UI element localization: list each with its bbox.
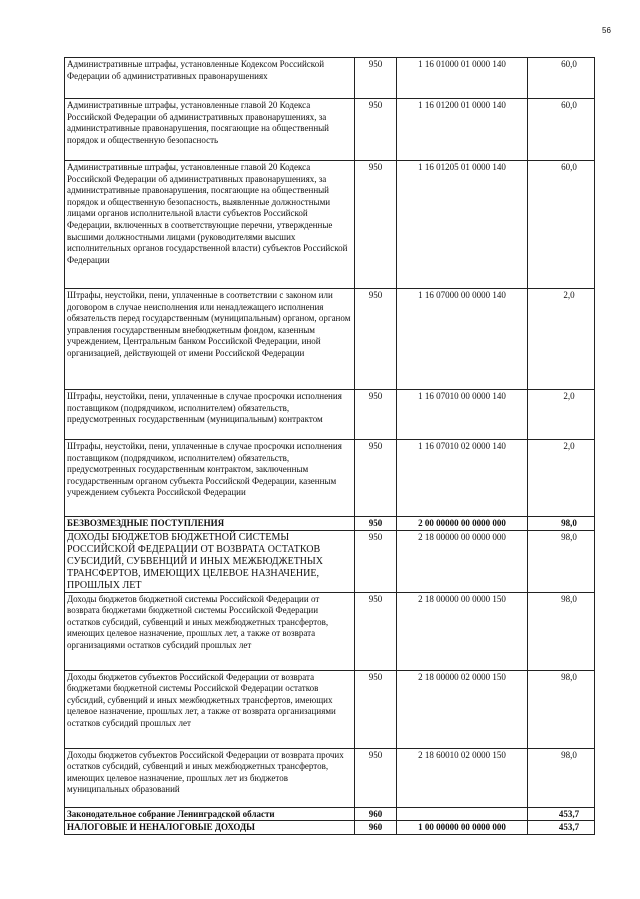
row-sum: 60,0	[528, 99, 595, 161]
row-sum: 98,0	[528, 530, 595, 592]
row-budget-code: 1 00 00000 00 0000 000	[397, 821, 528, 835]
row-name: ДОХОДЫ БЮДЖЕТОВ БЮДЖЕТНОЙ СИСТЕМЫ РОССИЙСКОЙ ФЕДЕРАЦИИ ОТ ВОЗВРАТА ОСТАТКОВ СУБСИДИЙ, СУБВЕНЦИЙ И ИНЫХ МЕЖБЮДЖЕТНЫХ ТРАНСФЕРТОВ, ИМЕЮЩИХ ЦЕЛЕВОЕ НАЗНАЧЕНИЕ, ПРОШЛЫХ ЛЕТ	[65, 530, 355, 592]
row-admin-code: 950	[355, 289, 397, 390]
row-name: Штрафы, неустойки, пени, уплаченные в соответствии с законом или договором в случае неисполнения или ненадлежащего исполнения обязательств перед государственным (муниципальным) органом, органом управления государственным внебюджетным фондом, казенным учреждением, Центральным банком Российской Федерации, иной организацией, действующей от имени Российской Федерации	[65, 289, 355, 390]
row-admin-code: 950	[355, 161, 397, 289]
row-sum: 98,0	[528, 592, 595, 670]
row-sum: 453,7	[528, 807, 595, 821]
table-row	[65, 670, 595, 748]
row-sum: 2,0	[528, 440, 595, 517]
row-admin-code: 950	[355, 592, 397, 670]
row-budget-code: 1 16 07000 00 0000 140	[397, 289, 528, 390]
row-admin-code: 950	[355, 748, 397, 807]
table-row	[65, 807, 595, 821]
row-admin-code: 950	[355, 58, 397, 99]
row-sum: 60,0	[528, 58, 595, 99]
row-sum: 98,0	[528, 748, 595, 807]
row-name: БЕЗВОЗМЕЗДНЫЕ ПОСТУПЛЕНИЯ	[65, 517, 355, 531]
row-admin-code: 950	[355, 517, 397, 531]
row-name: Доходы бюджетов бюджетной системы Российской Федерации от возврата бюджетами бюджетной системы Российской Федерации остатков субсидий, субвенций и иных межбюджетных трансфертов, имеющих целевое назначение, прошлых лет, а также от возврата организациями остатков субсидий прошлых лет	[65, 592, 355, 670]
row-sum: 2,0	[528, 289, 595, 390]
row-budget-code: 1 16 01200 01 0000 140	[397, 99, 528, 161]
row-budget-code: 2 00 00000 00 0000 000	[397, 517, 528, 531]
row-admin-code: 950	[355, 670, 397, 748]
row-budget-code: 2 18 00000 00 0000 000	[397, 530, 528, 592]
row-name: Административные штрафы, установленные главой 20 Кодекса Российской Федерации об административных правонарушениях, за административные правонарушения, посягающие на общественный порядок и общественную безопасность	[65, 99, 355, 161]
table-row	[65, 821, 595, 835]
table-row	[65, 289, 595, 390]
row-budget-code: 1 16 07010 02 0000 140	[397, 440, 528, 517]
row-name: НАЛОГОВЫЕ И НЕНАЛОГОВЫЕ ДОХОДЫ	[65, 821, 355, 835]
row-budget-code: 2 18 00000 02 0000 150	[397, 670, 528, 748]
row-name: Административные штрафы, установленные Кодексом Российской Федерации об административных правонарушениях	[65, 58, 355, 99]
table-row	[65, 99, 595, 161]
table-row	[65, 161, 595, 289]
row-admin-code: 950	[355, 99, 397, 161]
row-budget-code: 1 16 01000 01 0000 140	[397, 58, 528, 99]
row-budget-code	[397, 807, 528, 821]
row-budget-code: 2 18 60010 02 0000 150	[397, 748, 528, 807]
table-row	[65, 58, 595, 99]
row-name: Доходы бюджетов субъектов Российской Федерации от возврата бюджетами бюджетной системы Российской Федерации остатков субсидий, субвенций и иных межбюджетных трансфертов, имеющих целевое назначение, прошлых лет, а также от возврата организациями остатков субсидий прошлых лет	[65, 670, 355, 748]
row-admin-code: 960	[355, 821, 397, 835]
row-admin-code: 950	[355, 530, 397, 592]
table-row	[65, 530, 595, 592]
row-sum: 2,0	[528, 390, 595, 440]
table-row	[65, 517, 595, 531]
row-sum: 60,0	[528, 161, 595, 289]
row-budget-code: 1 16 07010 00 0000 140	[397, 390, 528, 440]
revenue-table	[64, 57, 595, 835]
table-row	[65, 390, 595, 440]
row-name: Доходы бюджетов субъектов Российской Федерации от возврата прочих остатков субсидий, субвенций и иных межбюджетных трансфертов, имеющих целевое назначение, прошлых лет из бюджетов муниципальных образований	[65, 748, 355, 807]
row-sum: 98,0	[528, 670, 595, 748]
page-number: 56	[602, 26, 611, 35]
table-row	[65, 748, 595, 807]
row-sum: 98,0	[528, 517, 595, 531]
row-name: Административные штрафы, установленные главой 20 Кодекса Российской Федерации об административных правонарушениях, за административные правонарушения, посягающие на общественный порядок и общественную безопасность, выявленные должностными лицами органов исполнительной власти субъектов Российской Федерации, включенных в соответствующие перечни, утвержденные высшими должностными лицами (руководителями высших исполнительных органов государственной власти) субъектов Российской Федерации	[65, 161, 355, 289]
table-row	[65, 592, 595, 670]
table-row	[65, 440, 595, 517]
row-name: Законодательное собрание Ленинградской области	[65, 807, 355, 821]
row-admin-code: 950	[355, 440, 397, 517]
row-budget-code: 2 18 00000 00 0000 150	[397, 592, 528, 670]
row-name: Штрафы, неустойки, пени, уплаченные в случае просрочки исполнения поставщиком (подрядчиком, исполнителем) обязательств, предусмотренных государственным контрактом, заключенным государственным органом субъекта Российской Федерации, казенным учреждением субъекта Российской Федерации	[65, 440, 355, 517]
row-sum: 453,7	[528, 821, 595, 835]
row-name: Штрафы, неустойки, пени, уплаченные в случае просрочки исполнения поставщиком (подрядчиком, исполнителем) обязательств, предусмотренных государственным (муниципальным) контрактом	[65, 390, 355, 440]
row-admin-code: 960	[355, 807, 397, 821]
row-budget-code: 1 16 01205 01 0000 140	[397, 161, 528, 289]
row-admin-code: 950	[355, 390, 397, 440]
